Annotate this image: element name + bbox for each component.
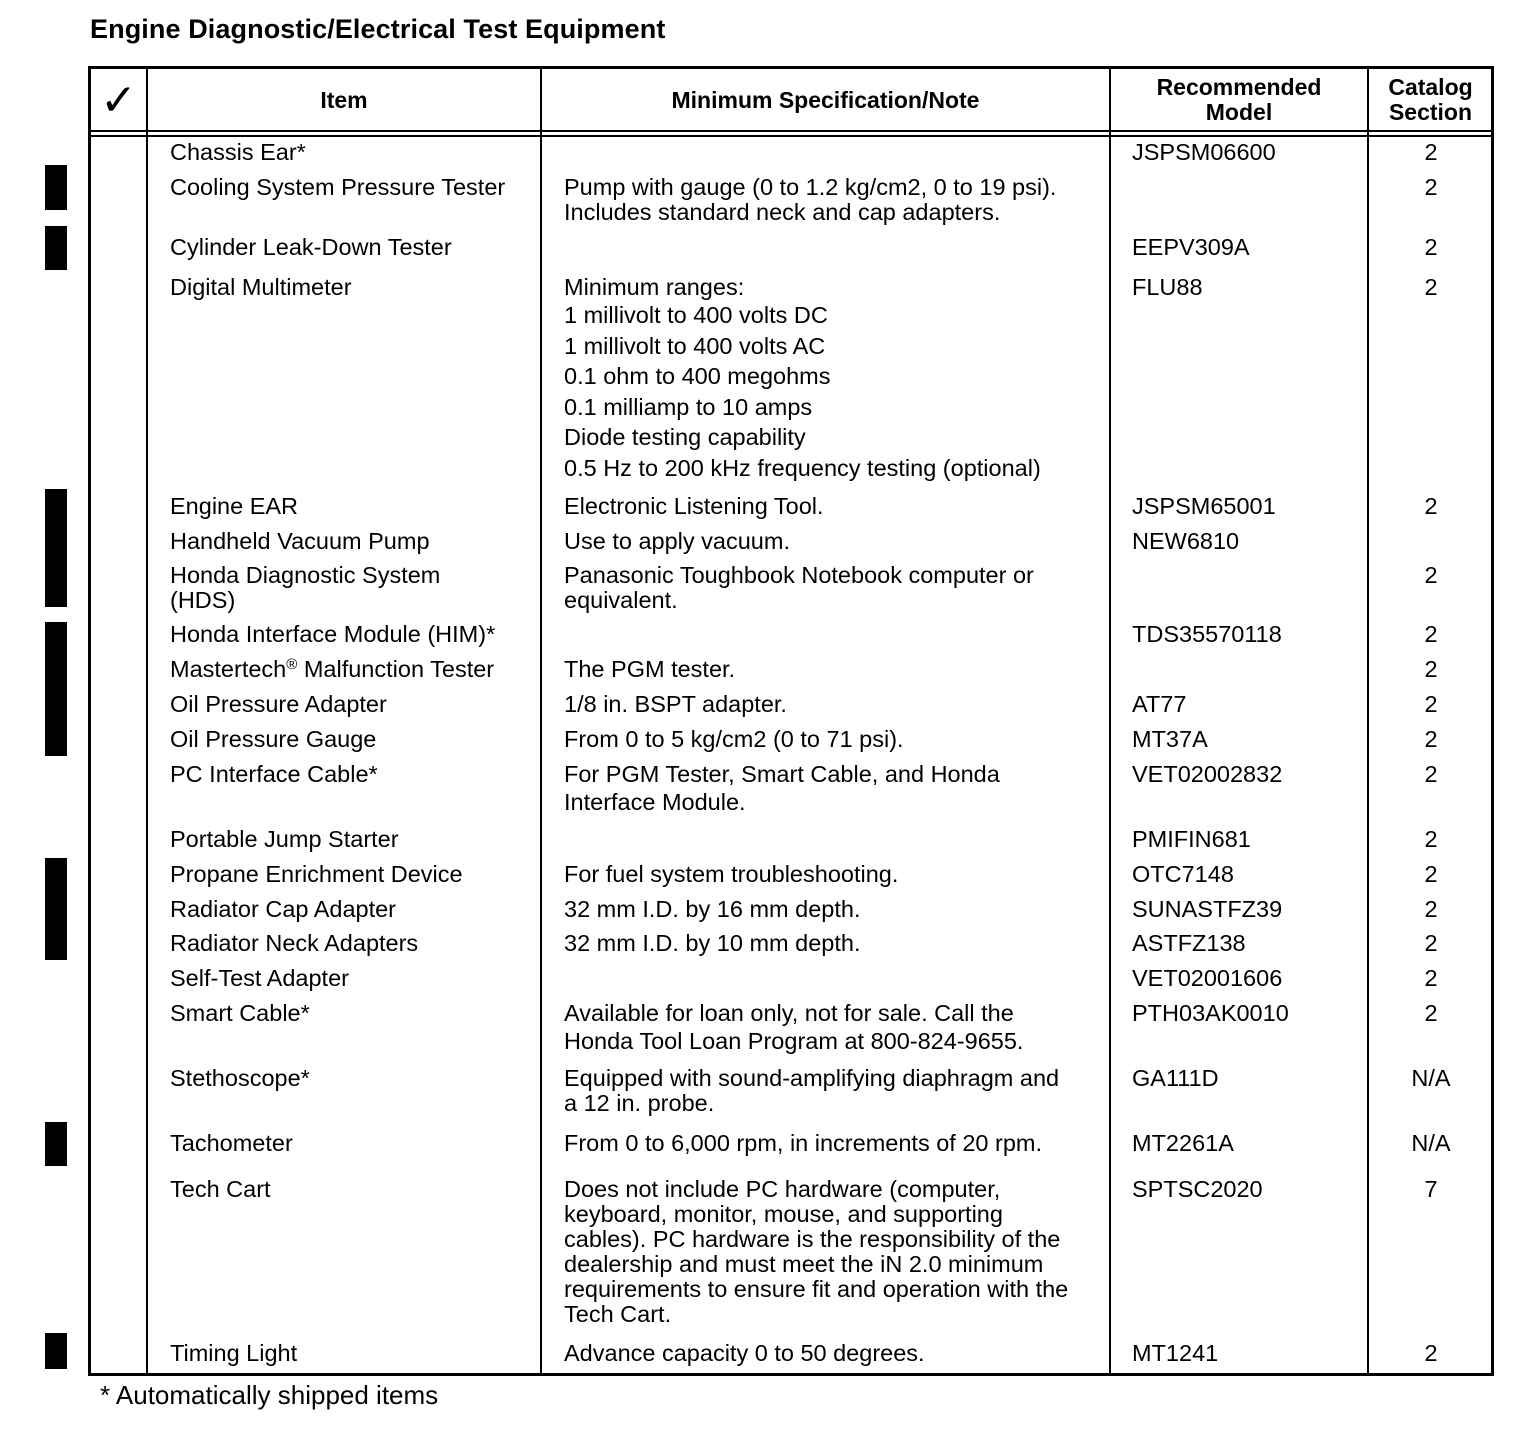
catalog-cell: 2 bbox=[1424, 726, 1438, 752]
catalog-cell: N/A bbox=[1411, 1130, 1451, 1156]
spec-line: The PGM tester. bbox=[564, 656, 736, 682]
catalog-cell: 2 bbox=[1424, 691, 1438, 717]
item-cell: Tachometer bbox=[170, 1130, 293, 1156]
column-divider bbox=[540, 68, 542, 1374]
catalog-header-line2: Section bbox=[1388, 99, 1473, 125]
header-rule bbox=[90, 135, 1492, 137]
spec-line: Diode testing capability bbox=[564, 424, 806, 451]
item-cell: Smart Cable* bbox=[170, 1000, 310, 1026]
item-cell: Engine EAR bbox=[170, 493, 299, 519]
item-cell: Timing Light bbox=[170, 1340, 298, 1366]
item-cell: Digital Multimeter bbox=[170, 274, 352, 300]
spec-line: Pump with gauge (0 to 1.2 kg/cm2, 0 to 19 psi). bbox=[564, 174, 1057, 200]
catalog-cell: 2 bbox=[1424, 493, 1438, 519]
spec-line: Equipped with sound-amplifying diaphragm and bbox=[564, 1065, 1060, 1091]
change-bar bbox=[45, 622, 67, 756]
footnote: * Automatically shipped items bbox=[100, 1380, 439, 1410]
change-bar bbox=[45, 165, 67, 210]
item-cell: Oil Pressure Adapter bbox=[170, 691, 387, 717]
item-text: Mastertech bbox=[170, 656, 287, 682]
model-cell: MT37A bbox=[1132, 726, 1208, 752]
item-cell: Cylinder Leak-Down Tester bbox=[170, 234, 452, 260]
model-cell: GA111D bbox=[1132, 1065, 1219, 1091]
model-cell: JSPSM06600 bbox=[1132, 139, 1276, 165]
model-header-line2: Model bbox=[1205, 99, 1273, 125]
item-cell: (HDS) bbox=[170, 587, 236, 613]
catalog-cell: 2 bbox=[1424, 965, 1438, 991]
model-cell: SPTSC2020 bbox=[1132, 1176, 1263, 1202]
item-cell: Portable Jump Starter bbox=[170, 826, 399, 852]
model-cell: VET02002832 bbox=[1132, 761, 1283, 787]
catalog-cell: 2 bbox=[1424, 1000, 1438, 1026]
spec-line: 1 millivolt to 400 volts AC bbox=[564, 332, 826, 359]
spec-line: Panasonic Toughbook Notebook computer or bbox=[564, 562, 1034, 588]
page-title: Engine Diagnostic/Electrical Test Equipment bbox=[90, 14, 666, 44]
item-cell: Honda Interface Module (HIM)* bbox=[170, 621, 496, 647]
model-column-header bbox=[1111, 70, 1367, 130]
spec-line: Honda Tool Loan Program at 800-824-9655. bbox=[564, 1028, 1024, 1054]
model-cell: OTC7148 bbox=[1132, 861, 1234, 887]
change-bar bbox=[45, 1333, 67, 1369]
catalog-cell: 2 bbox=[1424, 656, 1438, 682]
model-cell: FLU88 bbox=[1132, 274, 1203, 300]
spec-line: cables). PC hardware is the responsibility of the bbox=[564, 1226, 1061, 1252]
column-divider bbox=[146, 68, 148, 1374]
catalog-cell: 2 bbox=[1424, 274, 1438, 300]
model-cell: VET02001606 bbox=[1132, 965, 1283, 991]
change-bar bbox=[45, 226, 67, 270]
catalog-cell: N/A bbox=[1411, 1065, 1451, 1091]
catalog-cell: 2 bbox=[1424, 562, 1438, 588]
item-cell: PC Interface Cable* bbox=[170, 761, 378, 787]
spec-line: 1/8 in. BSPT adapter. bbox=[564, 691, 787, 717]
catalog-column-header bbox=[1369, 70, 1492, 130]
spec-line: From 0 to 5 kg/cm2 (0 to 71 psi). bbox=[564, 726, 904, 752]
catalog-cell: 2 bbox=[1424, 861, 1438, 887]
spec-line: 0.5 Hz to 200 kHz frequency testing (optional) bbox=[564, 454, 1041, 481]
catalog-cell: 7 bbox=[1424, 1176, 1438, 1202]
spec-line: Does not include PC hardware (computer, bbox=[564, 1176, 1001, 1202]
spec-column-header: Minimum Specification/Note bbox=[671, 86, 980, 113]
spec-line: 0.1 milliamp to 10 amps bbox=[564, 393, 813, 420]
spec-line: Interface Module. bbox=[564, 789, 746, 815]
item-column-header: Item bbox=[320, 86, 368, 113]
model-cell: MT1241 bbox=[1132, 1340, 1219, 1366]
model-cell: NEW6810 bbox=[1132, 528, 1240, 554]
spec-line: For fuel system troubleshooting. bbox=[564, 861, 899, 887]
spec-line: 1 millivolt to 400 volts DC bbox=[564, 302, 828, 328]
model-cell: PMIFIN681 bbox=[1132, 826, 1251, 852]
item-cell: Stethoscope* bbox=[170, 1065, 310, 1091]
catalog-cell: 2 bbox=[1424, 761, 1438, 787]
catalog-header-line1: Catalog bbox=[1388, 74, 1473, 100]
spec-line: Minimum ranges: bbox=[564, 274, 745, 300]
model-cell: ASTFZ138 bbox=[1132, 930, 1246, 956]
spec-line: 0.1 ohm to 400 megohms bbox=[564, 363, 831, 390]
spec-line: Electronic Listening Tool. bbox=[564, 493, 824, 519]
model-cell: JSPSM65001 bbox=[1132, 493, 1276, 519]
item-cell: Handheld Vacuum Pump bbox=[170, 528, 430, 554]
column-divider bbox=[1367, 68, 1369, 1374]
change-bar bbox=[45, 858, 67, 960]
spec-line: Includes standard neck and cap adapters. bbox=[564, 199, 1001, 225]
registered-mark: ® bbox=[286, 656, 298, 673]
spec-line: requirements to ensure fit and operation with the bbox=[564, 1276, 1069, 1302]
header-rule bbox=[90, 130, 1492, 132]
spec-line: Available for loan only, not for sale. Call the bbox=[564, 1000, 1014, 1026]
model-cell: SUNASTFZ39 bbox=[1132, 896, 1283, 922]
spec-line: From 0 to 6,000 rpm, in increments of 20 rpm. bbox=[564, 1130, 1043, 1156]
change-bar bbox=[45, 489, 67, 607]
spec-line: equivalent. bbox=[564, 587, 678, 613]
change-bar bbox=[45, 1122, 67, 1166]
spec-line: a 12 in. probe. bbox=[564, 1090, 715, 1116]
model-cell: PTH03AK0010 bbox=[1132, 1000, 1289, 1026]
catalog-cell: 2 bbox=[1424, 174, 1438, 200]
model-cell: MT2261A bbox=[1132, 1130, 1234, 1156]
item-cell: Propane Enrichment Device bbox=[170, 861, 463, 887]
spec-line: Use to apply vacuum. bbox=[564, 528, 790, 554]
item-cell: Radiator Cap Adapter bbox=[170, 896, 397, 922]
catalog-cell: 2 bbox=[1424, 234, 1438, 260]
check-column-header: ✓ bbox=[100, 75, 137, 125]
item-cell bbox=[170, 657, 535, 682]
item-cell: Honda Diagnostic System bbox=[170, 562, 441, 588]
item-cell: Self-Test Adapter bbox=[170, 965, 349, 991]
spec-line: Tech Cart. bbox=[564, 1301, 672, 1327]
model-header-line1: Recommended bbox=[1156, 74, 1322, 100]
catalog-cell: 2 bbox=[1424, 826, 1438, 852]
catalog-cell: 2 bbox=[1424, 621, 1438, 647]
spec-line: dealership and must meet the iN 2.0 minimum bbox=[564, 1251, 1044, 1277]
catalog-cell: 2 bbox=[1424, 930, 1438, 956]
item-cell: Cooling System Pressure Tester bbox=[170, 174, 506, 200]
model-cell: TDS35570118 bbox=[1132, 621, 1282, 647]
spec-line: Advance capacity 0 to 50 degrees. bbox=[564, 1340, 925, 1366]
catalog-cell: 2 bbox=[1424, 896, 1438, 922]
model-cell: EEPV309A bbox=[1132, 234, 1250, 260]
item-cell: Oil Pressure Gauge bbox=[170, 726, 377, 752]
catalog-cell: 2 bbox=[1424, 139, 1438, 165]
spec-line: 32 mm I.D. by 16 mm depth. bbox=[564, 896, 861, 922]
item-cell: Tech Cart bbox=[170, 1176, 271, 1202]
catalog-cell: 2 bbox=[1424, 1340, 1438, 1366]
spec-line: 32 mm I.D. by 10 mm depth. bbox=[564, 930, 861, 956]
item-cell: Chassis Ear* bbox=[170, 139, 306, 165]
model-cell: AT77 bbox=[1132, 691, 1187, 717]
column-divider bbox=[1109, 68, 1111, 1374]
item-cell: Radiator Neck Adapters bbox=[170, 930, 419, 956]
spec-line: For PGM Tester, Smart Cable, and Honda bbox=[564, 761, 1000, 787]
item-text: Malfunction Tester bbox=[297, 656, 495, 682]
spec-line: keyboard, monitor, mouse, and supporting bbox=[564, 1201, 1003, 1227]
